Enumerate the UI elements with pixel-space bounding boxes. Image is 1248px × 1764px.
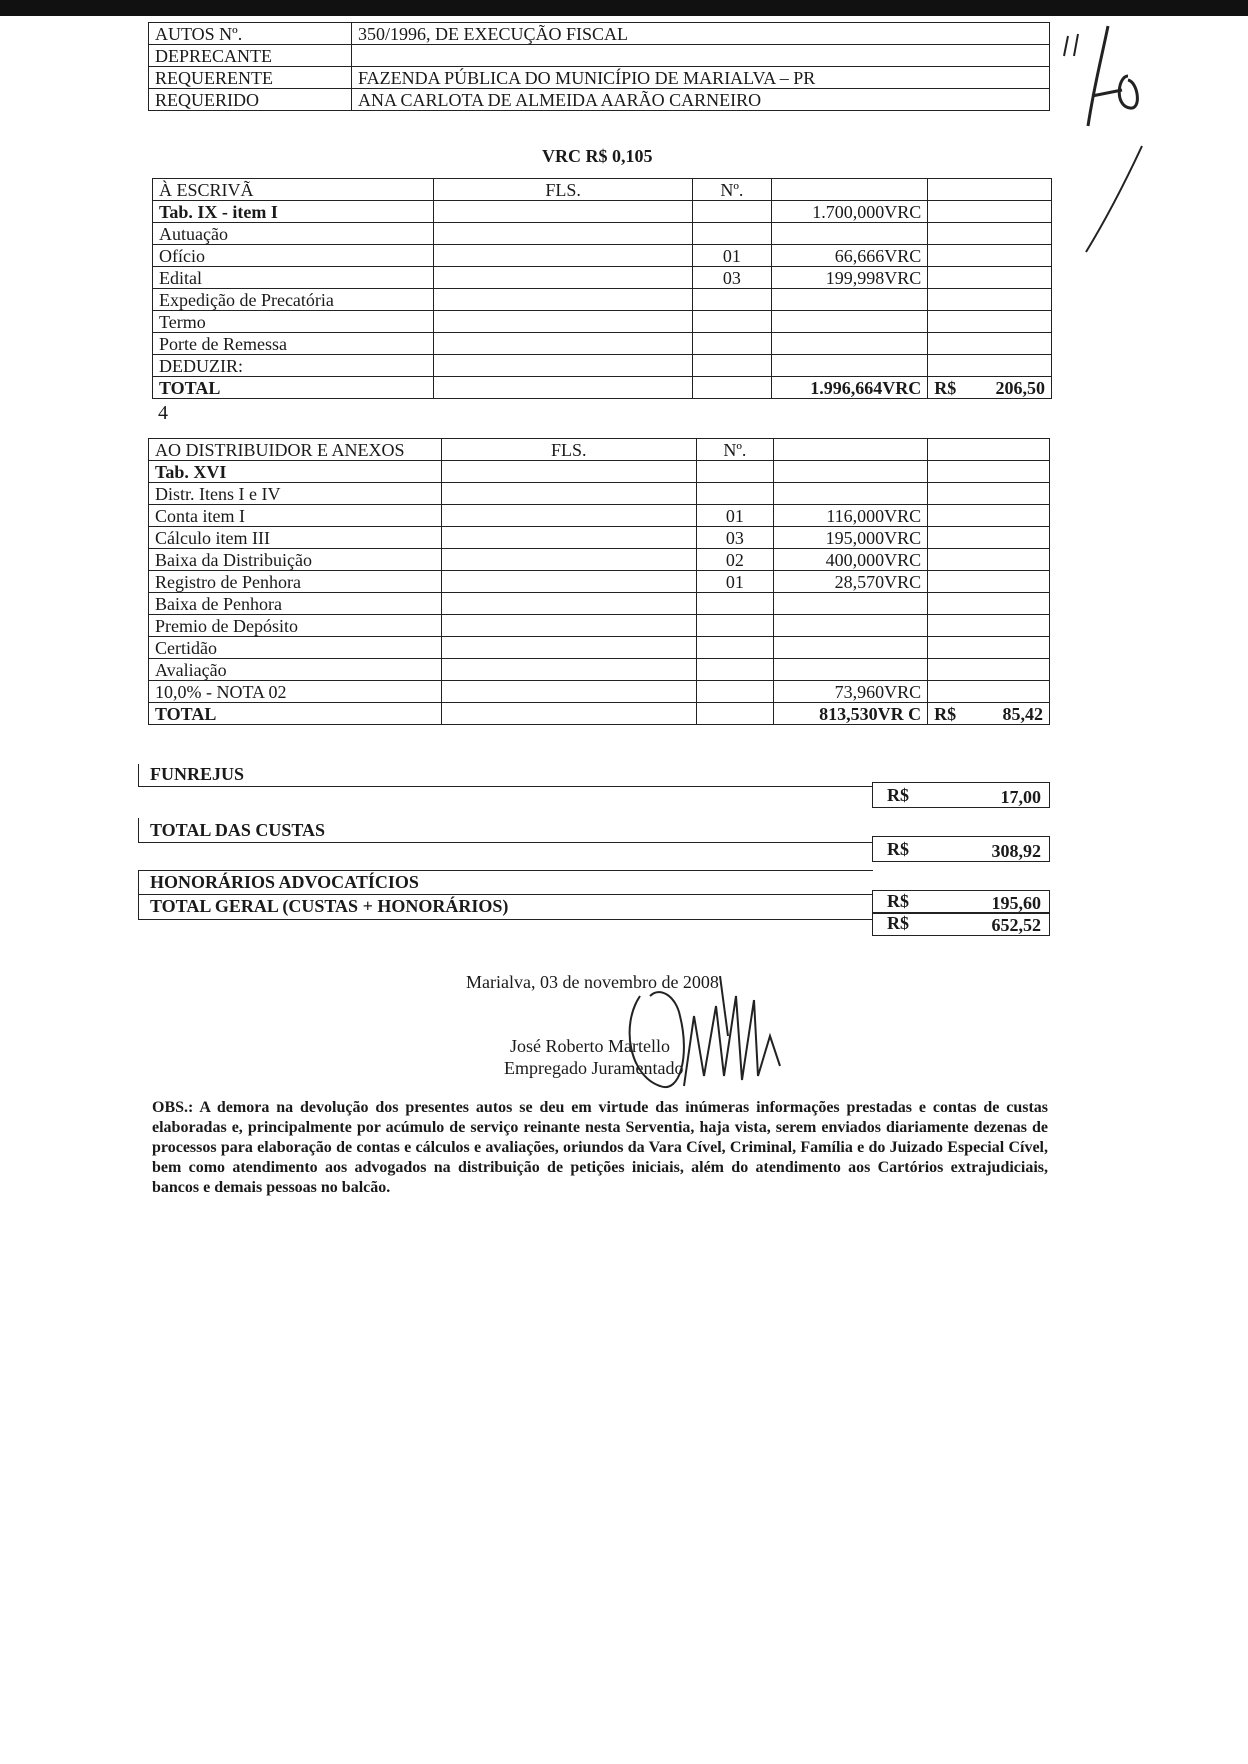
table-row: Ofício 01 66,666VRC: [153, 245, 1052, 267]
requerente-value: FAZENDA PÚBLICA DO MUNICÍPIO DE MARIALVA – PR: [352, 67, 1050, 89]
table-row: Baixa de Penhora: [149, 593, 1050, 615]
total-geral-label: TOTAL GERAL (CUSTAS + HONORÁRIOS): [150, 896, 509, 916]
honorarios-label: HONORÁRIOS ADVOCATÍCIOS: [150, 872, 419, 892]
distribuidor-title: AO DISTRIBUIDOR E ANEXOS: [149, 439, 442, 461]
page-number-handwriting: [1058, 16, 1148, 256]
autos-label: AUTOS Nº.: [149, 23, 352, 45]
total-geral-amount-box: R$ 652,52: [872, 912, 1050, 936]
deprecante-value: [352, 45, 1050, 67]
escriva-value-header: [771, 179, 927, 201]
total-custas-amount-box: R$ 308,92: [872, 836, 1050, 862]
requerente-label: REQUERENTE: [149, 67, 352, 89]
requerido-label: REQUERIDO: [149, 89, 352, 111]
table-row: Avaliação: [149, 659, 1050, 681]
table-row: Certidão: [149, 637, 1050, 659]
distribuidor-no-header: Nº.: [696, 439, 774, 461]
observation-note: OBS.: A demora na devolução dos presentes autos se deu em virtude das inúmeras informações prestadas e contas de custas elaboradas e, principalmente por acúmulo de serviço reinante nesta Serventia, haja vista, serem enviados diariamente dezenas de processos para elaboração de contas e cálculos e avaliações, oriundos da Vara Cível, Criminal, Família e do Juizado Especial Cível, bem como atendimento aos advogados na distribuição de petições iniciais, além do atendimento aos Cartórios extrajudiciais, bancos e demais pessoas no balcão.: [152, 1099, 1048, 1196]
funrejus-label: FUNREJUS: [150, 764, 245, 784]
escriva-table: [152, 178, 1052, 399]
table-row: DEDUZIR:: [153, 355, 1052, 377]
case-header-table: [148, 22, 1050, 111]
vrc-rate: VRC R$ 0,105: [542, 146, 653, 166]
distribuidor-total-vrc: 813,530VR C: [774, 703, 928, 725]
distribuidor-tab: Tab. XVI: [149, 461, 442, 483]
honorarios-amount-box: R$ 195,60: [872, 890, 1050, 914]
distribuidor-table: [148, 438, 1050, 725]
table-row: Porte de Remessa: [153, 333, 1052, 355]
table-row: Autuação: [153, 223, 1052, 245]
signer-role: Empregado Juramentado: [504, 1058, 684, 1078]
escriva-no-header: Nº.: [693, 179, 772, 201]
escriva-total-row: TOTAL 1.996,664VRC R$ 206,50: [153, 377, 1052, 399]
place-date: Marialva, 03 de novembro de 2008: [466, 972, 719, 992]
escriva-total-vrc: 1.996,664VRC: [771, 377, 927, 399]
margin-note: 4: [158, 402, 168, 424]
distribuidor-total-row: TOTAL 813,530VR C R$ 85,42: [149, 703, 1050, 725]
escriva-first-value: 1.700,000VRC: [771, 201, 927, 223]
table-row: Edital 03 199,998VRC: [153, 267, 1052, 289]
table-row: Conta item I 01 116,000VRC: [149, 505, 1050, 527]
deprecante-label: DEPRECANTE: [149, 45, 352, 67]
table-row: Registro de Penhora 01 28,570VRC: [149, 571, 1050, 593]
handwritten-signature: [620, 976, 800, 1106]
requerido-value: ANA CARLOTA DE ALMEIDA AARÃO CARNEIRO: [352, 89, 1050, 111]
table-row: Termo: [153, 311, 1052, 333]
table-row: Baixa da Distribuição 02 400,000VRC: [149, 549, 1050, 571]
escriva-title: À ESCRIVÃ: [153, 179, 434, 201]
funrejus-amount-box: R$ 17,00: [872, 782, 1050, 808]
table-row: Distr. Itens I e IV: [149, 483, 1050, 505]
distribuidor-total-amount: 85,42: [1002, 703, 1043, 724]
signer-name: José Roberto Martello: [510, 1036, 670, 1056]
autos-value: 350/1996, DE EXECUÇÃO FISCAL: [352, 23, 1050, 45]
escriva-total-amount: 206,50: [995, 377, 1045, 398]
table-row: Premio de Depósito: [149, 615, 1050, 637]
escriva-fls-header: FLS.: [434, 179, 693, 201]
table-row: Expedição de Precatória: [153, 289, 1052, 311]
scan-edge: [0, 0, 1248, 16]
escriva-tab: Tab. IX - item I: [153, 201, 434, 223]
distribuidor-fls-header: FLS.: [441, 439, 696, 461]
table-row: Cálculo item III 03 195,000VRC: [149, 527, 1050, 549]
table-row: 10,0% - NOTA 02 73,960VRC: [149, 681, 1050, 703]
escriva-rs-header: [928, 179, 1052, 201]
total-custas-label: TOTAL DAS CUSTAS: [150, 820, 326, 840]
